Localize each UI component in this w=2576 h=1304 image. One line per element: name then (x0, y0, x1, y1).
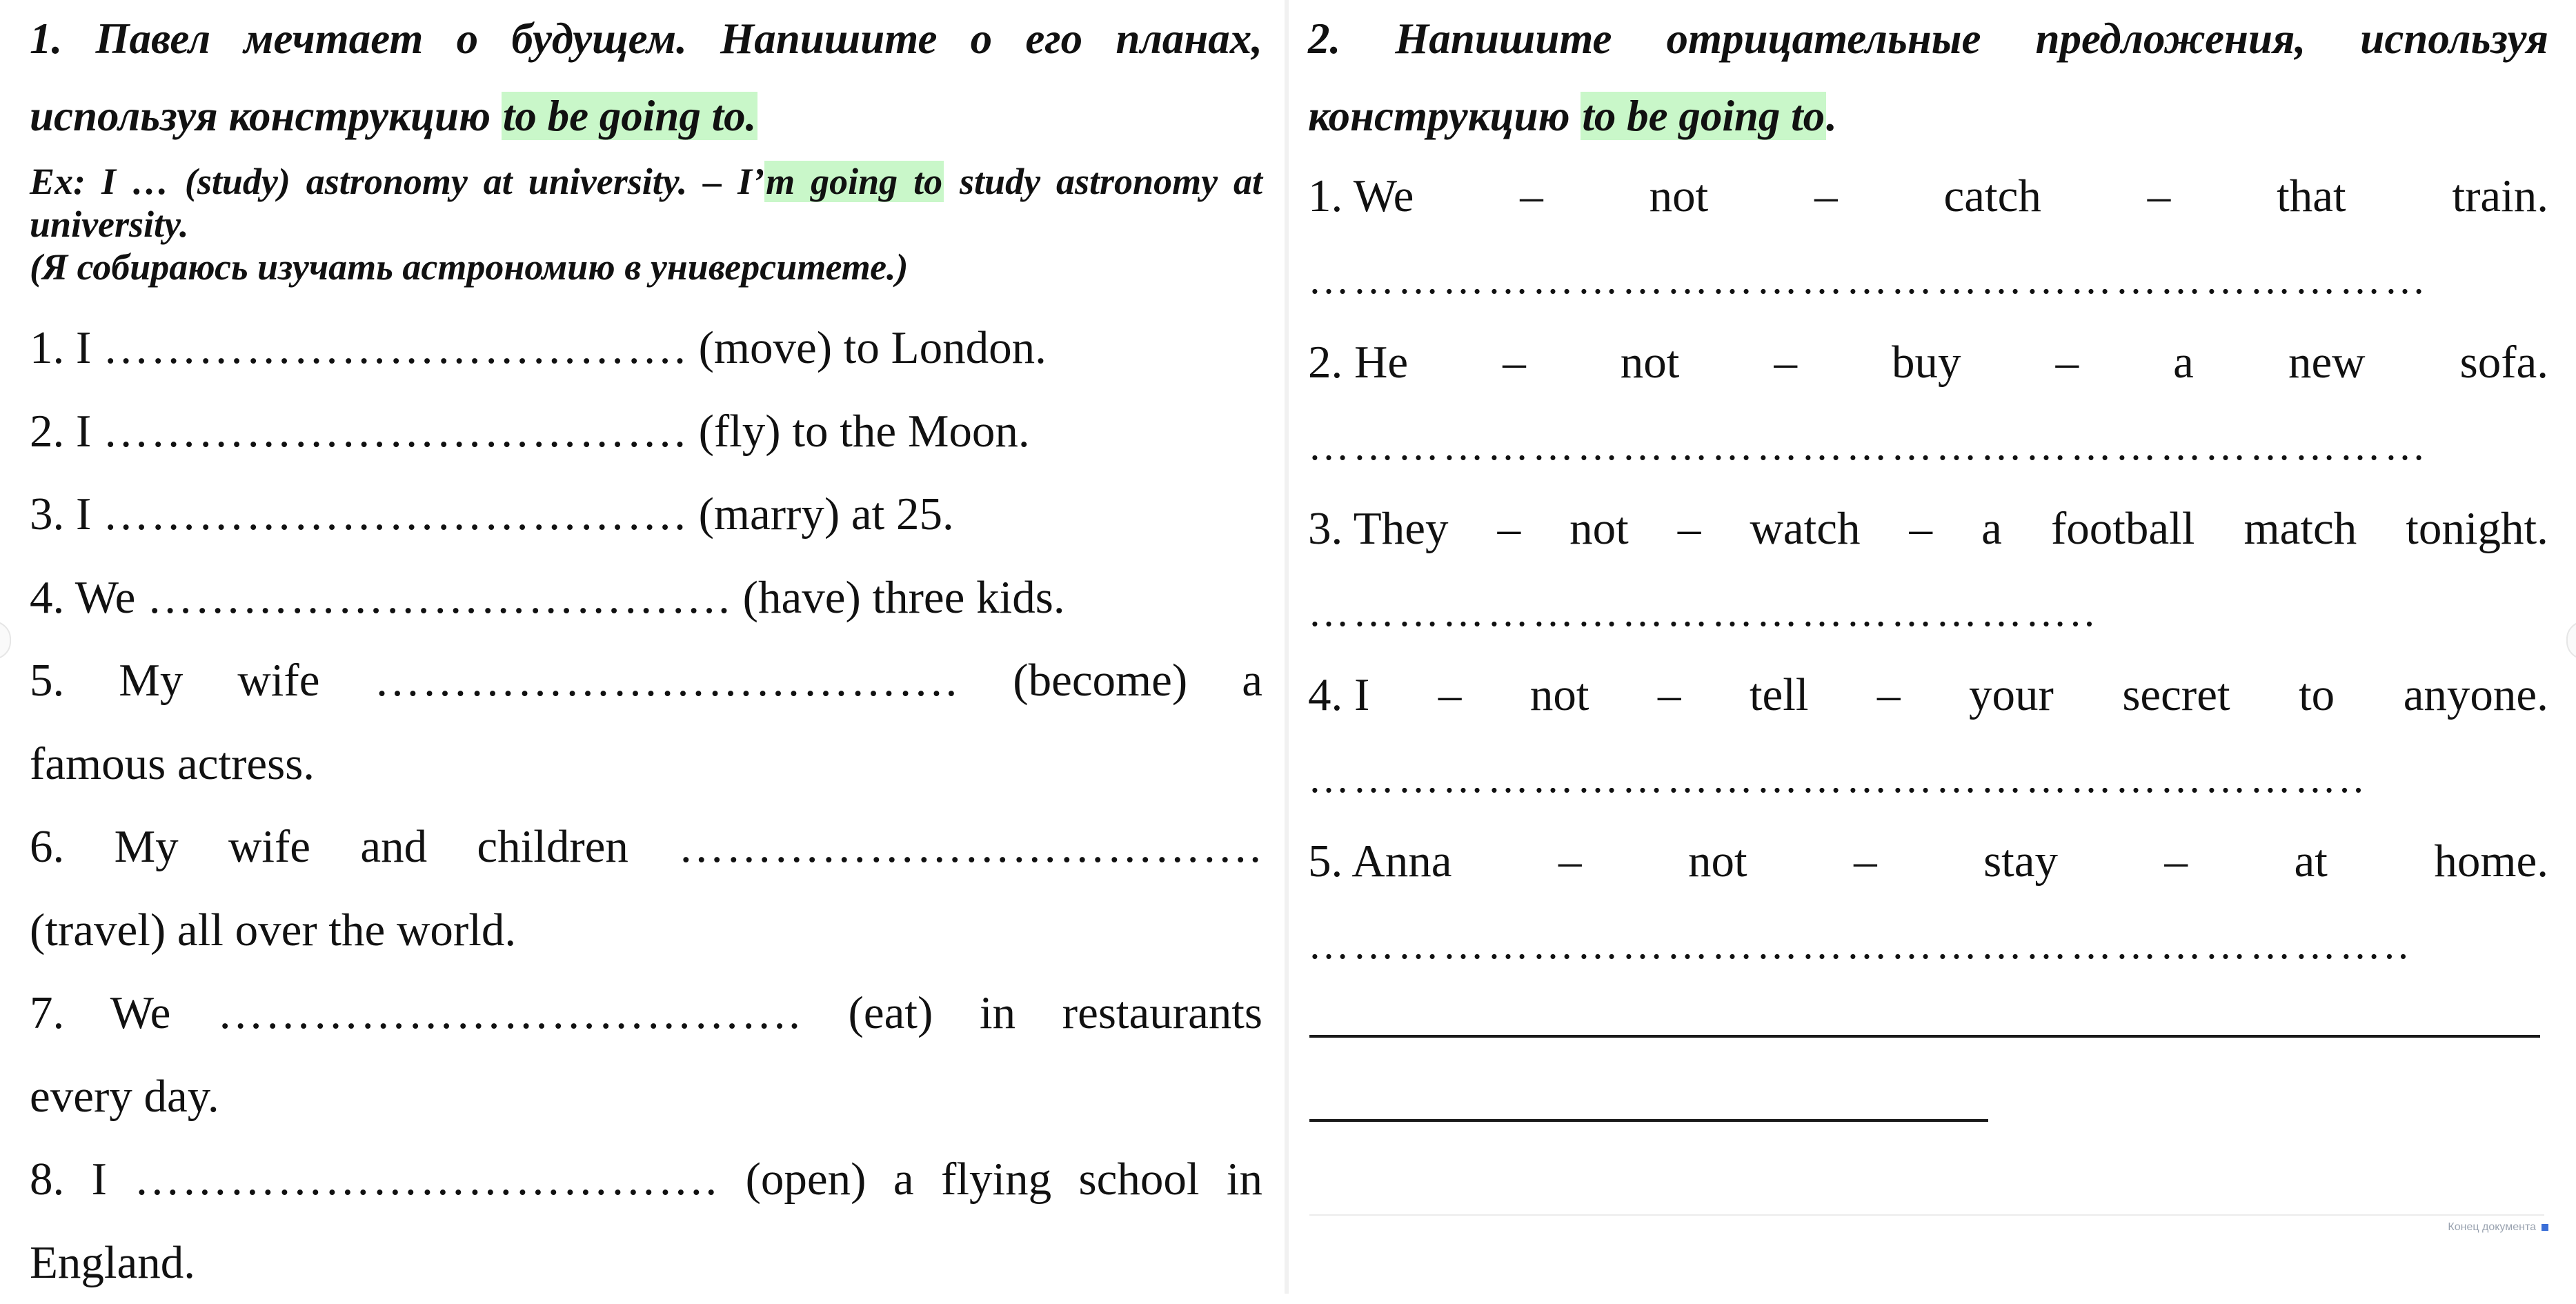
answer-blank: ………………………………………………………………… (1308, 404, 2548, 488)
task1-heading-highlight: to be going to. (502, 92, 758, 140)
exercise-item (30, 1138, 1262, 1221)
negative-item (1308, 820, 2548, 986)
sentence-word: – (1774, 321, 1797, 404)
sentence-word: – (1910, 487, 1933, 571)
end-of-document-label: Конец документа (2448, 1221, 2536, 1234)
item-lead: 4. We (30, 572, 147, 623)
sentence-word: not (1688, 820, 1747, 903)
item-lead: 2. I (30, 406, 103, 457)
task2-heading-highlight: to be going to (1581, 92, 1826, 140)
item-lead: 1. I (30, 322, 103, 373)
sentence-word: – (1658, 653, 1681, 737)
answer-blank: ………………………………. (374, 655, 958, 706)
answer-blank: ………………………………. (147, 572, 731, 623)
exercise-item-continuation: England. (30, 1221, 1262, 1304)
sentence-word: train. (2452, 155, 2548, 238)
sentence-word: not (1530, 653, 1589, 737)
negative-sentence (1308, 820, 2548, 903)
task2-heading-text: 2. Напишите отрицательные предложения, используя конструкцию (1308, 14, 2548, 140)
sentence-word: not (1649, 155, 1709, 238)
sentence-word: anyone. (2404, 653, 2548, 737)
sentence-word: – (1814, 155, 1838, 238)
exercise-item-continuation: (travel) all over the world. (30, 889, 1262, 972)
sentence-word: stay (1983, 820, 2058, 903)
sentence-word: – (2056, 321, 2079, 404)
negative-sentence (1308, 155, 2548, 238)
exercise-item (30, 390, 1262, 473)
answer-blank: ………………………………. (678, 821, 1262, 872)
sentence-word: – (1854, 820, 1877, 903)
item-lead: 5. My wife (30, 655, 374, 706)
sentence-word: 2. He (1308, 321, 1408, 404)
answer-line (1309, 1035, 2540, 1038)
task2-list (1308, 155, 2548, 986)
sentence-word: – (1503, 321, 1526, 404)
answer-blank: …………………………………………………………….. (1308, 737, 2548, 820)
sentence-word: – (1678, 487, 1701, 571)
sentence-word: new (2288, 321, 2366, 404)
sentence-word: 3. They (1308, 487, 1448, 571)
answer-line (1309, 1119, 1988, 1122)
task1-list (30, 306, 1262, 1304)
sentence-word: a (1981, 487, 2002, 571)
answer-blank: ………………………………. (134, 1154, 718, 1205)
sentence-word: secret (2122, 653, 2230, 737)
sentence-word: 5. Anna (1308, 820, 1452, 903)
example-sentence (30, 160, 1262, 246)
page-right (1289, 0, 2576, 1294)
task1-heading-text: 1. Павел мечтает о будущем. Напишите о его планах, используя конструкцию (30, 14, 1262, 140)
example-suffix: study astronomy at university. (30, 161, 1262, 245)
sentence-word: – (1498, 487, 1521, 571)
sentence-word: – (2148, 155, 2171, 238)
sentence-word: catch (1944, 155, 2041, 238)
item-lead: 7. We (30, 987, 217, 1038)
sentence-word: football (2051, 487, 2194, 571)
sentence-word: a (2173, 321, 2194, 404)
negative-item (1308, 653, 2548, 820)
exercise-item (30, 556, 1262, 640)
page-end-rule (1309, 1214, 2544, 1216)
sentence-word: at (2295, 820, 2328, 903)
answer-blank: …………………………………………….. (1308, 571, 2548, 654)
answer-blank: ………………………………………………………………… (1308, 238, 2548, 322)
end-of-document-marker (2448, 1221, 2548, 1234)
item-rest: (move) to London. (687, 322, 1047, 373)
exercise-item (30, 805, 1262, 889)
answer-blank: ……………………………………………………………….. (1308, 903, 2548, 987)
task2-heading-end: . (1826, 92, 1837, 140)
negative-item (1308, 321, 2548, 487)
sentence-word: that (2277, 155, 2346, 238)
answer-blank: ………………………………. (103, 322, 687, 373)
task2-heading (1308, 0, 2548, 155)
item-rest: (have) three kids. (731, 572, 1065, 623)
exercise-item (30, 971, 1262, 1055)
sentence-word: – (1438, 653, 1462, 737)
sentence-word: – (1877, 653, 1901, 737)
sentence-word: – (1520, 155, 1543, 238)
exercise-item (30, 639, 1262, 722)
item-lead: 6. My wife and children (30, 821, 678, 872)
page-left (0, 0, 1285, 1294)
answer-blank: ………………………………. (217, 987, 802, 1038)
example-block (30, 160, 1262, 288)
item-rest: (eat) in restaurants (802, 987, 1262, 1038)
sentence-word: watch (1750, 487, 1860, 571)
sentence-word: tonight. (2406, 487, 2548, 571)
exercise-item-continuation: every day. (30, 1055, 1262, 1138)
negative-sentence (1308, 653, 2548, 737)
item-lead: 3. I (30, 488, 103, 540)
answer-blank: ………………………………. (103, 488, 687, 540)
sentence-word: not (1621, 321, 1680, 404)
exercise-item (30, 306, 1262, 390)
negative-item (1308, 487, 2548, 653)
example-translation: (Я собираюсь изучать астрономию в университете.) (30, 246, 1262, 288)
sentence-word: – (2165, 820, 2188, 903)
negative-sentence (1308, 321, 2548, 404)
exercise-item-continuation: famous actress. (30, 722, 1262, 806)
item-lead: 8. I (30, 1154, 134, 1205)
item-rest: (become) a (958, 655, 1262, 706)
negative-sentence (1308, 487, 2548, 571)
task1-heading (30, 0, 1262, 155)
sentence-word: to (2299, 653, 2335, 737)
sentence-word: not (1569, 487, 1629, 571)
answer-blank: ………………………………. (103, 406, 687, 457)
sentence-word: tell (1750, 653, 1809, 737)
item-rest: (marry) at 25. (687, 488, 954, 540)
example-prefix: Ex: I … (study) astronomy at university. – I’ (30, 161, 764, 202)
exercise-item (30, 473, 1262, 556)
sentence-word: home. (2434, 820, 2548, 903)
item-rest: (fly) to the Moon. (687, 406, 1030, 457)
example-highlight: m going to (764, 161, 944, 202)
negative-item (1308, 155, 2548, 321)
sentence-word: sofa. (2460, 321, 2548, 404)
sentence-word: 4. I (1308, 653, 1369, 737)
sentence-word: match (2243, 487, 2357, 571)
sentence-word: buy (1892, 321, 1961, 404)
sentence-word: 1. We (1308, 155, 1414, 238)
item-rest: (open) a flying school in (718, 1154, 1262, 1205)
end-square-icon (2542, 1224, 2548, 1231)
sentence-word: your (1969, 653, 2054, 737)
sentence-word: – (1558, 820, 1582, 903)
